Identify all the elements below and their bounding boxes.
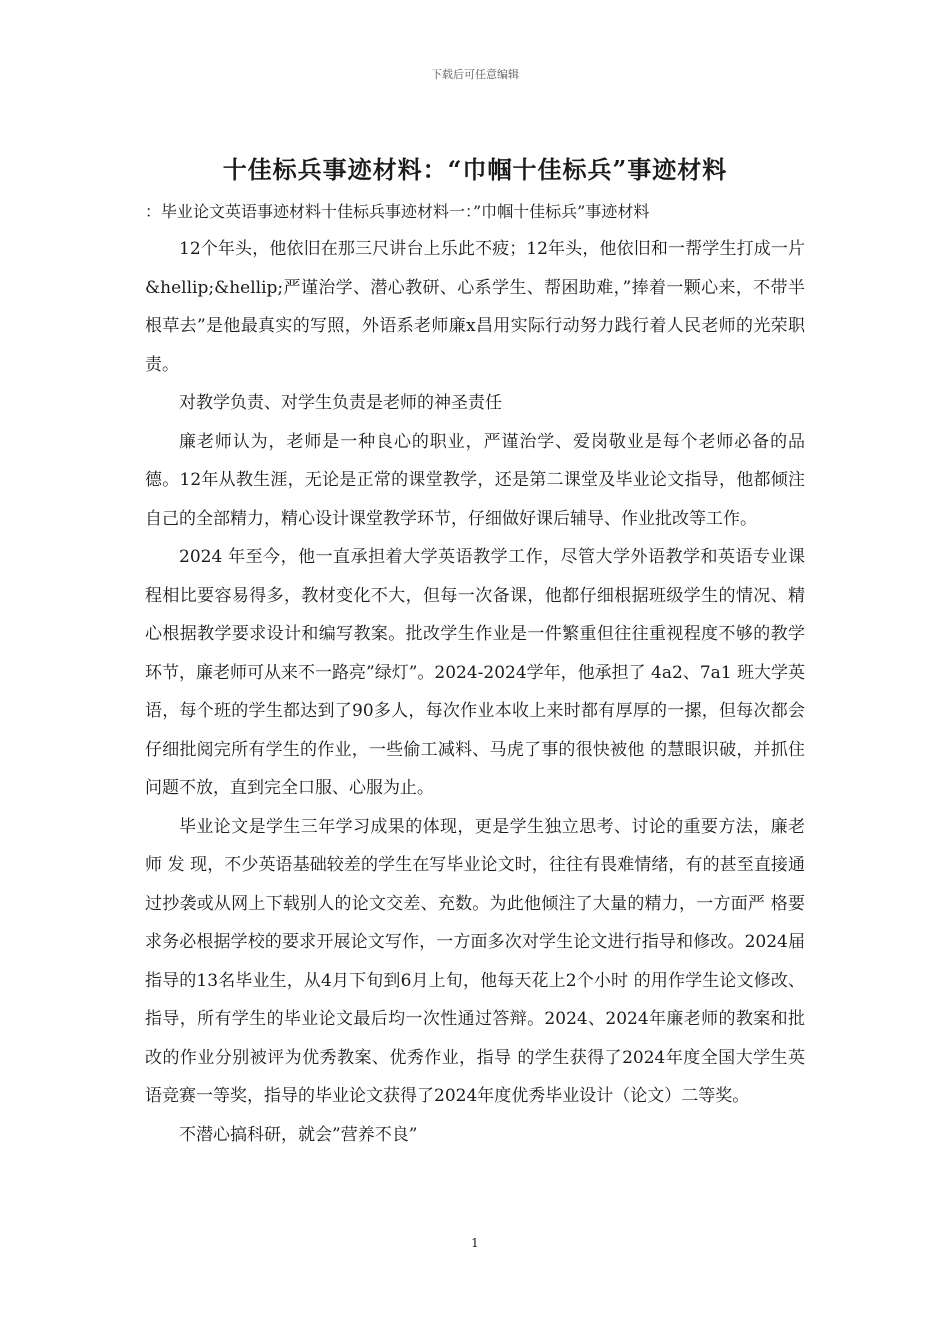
- section-heading: 不潜心搞科研，就会”营养不良”: [179, 1124, 418, 1145]
- section-heading: 对教学负责、对学生负责是老师的神圣责任: [179, 393, 502, 413]
- paragraph: 廉老师认为，老师是一种良心的职业，严谨治学、爱岗敬业是每个老师必备的品德。12年从教生涯，无论是正常的课堂教学，还是第二课堂及毕业论文指导，他都倾注自己的全部精力，精心设计课堂教学环节，仔细做好课后辅导、作业批改等工作。: [145, 431, 805, 529]
- document-title: 十佳标兵事迹材料：“巾帼十佳标兵”事迹材料: [222, 155, 728, 184]
- paragraph: 12个年头，他依旧在那三尺讲台上乐此不疲；12年头，他依旧和一帮学生打成一片&hellip;&hellip;严谨治学、潜心教研、心系学生、帮困助难，”捧着一颗心来，不带半根草去”是他最真实的写照，外语系老师廉x昌用实际行动努力践行着人民老师的光荣职责。: [145, 239, 805, 375]
- header-note: 下载后可任意编辑: [431, 68, 519, 81]
- paragraph: 毕业论文是学生三年学习成果的体现，更是学生独立思考、讨论的重要方法，廉老师 发 现，不少英语基础较差的学生在写毕业论文时，往往有畏难情绪，有的甚至直接通过抄袭或从网上下载别人的论文交差、充数。为此他倾注了大量的精力，一方面严 格要求务必根据学校的要求开展论文写作，一方面多次对学生论文进行指导和修改。2024届指导的13名毕业生，从4月下旬到6月上旬，他每天花上2个小时 的用作学生论文修改、指导，所有学生的毕业论文最后均一次性通过答辩。2024、2024年廉老师的教案和批改的作业分别被评为优秀教案、优秀作业，指导 的学生获得了2024年度全国大学生英语竞赛一等奖，指导的毕业论文获得了2024年度优秀毕业设计（论文）二等奖。: [145, 816, 805, 1106]
- paragraph: 2024 年至今，他一直承担着大学英语教学工作，尽管大学外语教学和英语专业课程相比要容易得多，教材变化不大，但每一次备课，他都仔细根据班级学生的情况、精 心根据教学要求设计和编写教案。批改学生作业是一件繁重但往往重视程度不够的教学环节，廉老师可从来不一路亮”绿灯”。2024-2024学年，他承担了 4a2、7a1 班大学英语，每个班的学生都达到了90多人，每次作业本收上来时都有厚厚的一摞，但每次都会仔细批阅完所有学生的作业，一些偷工减料、马虎了事的很快被他 的慧眼识破，并抓住问题不放，直到完全口服、心服为止。: [145, 547, 805, 798]
- page-number: 1: [471, 1236, 479, 1250]
- document-body: [145, 198, 805, 1154]
- document-subtitle: ：毕业论文英语事迹材料十佳标兵事迹材料一：”巾帼十佳标兵”事迹材料: [145, 202, 650, 221]
